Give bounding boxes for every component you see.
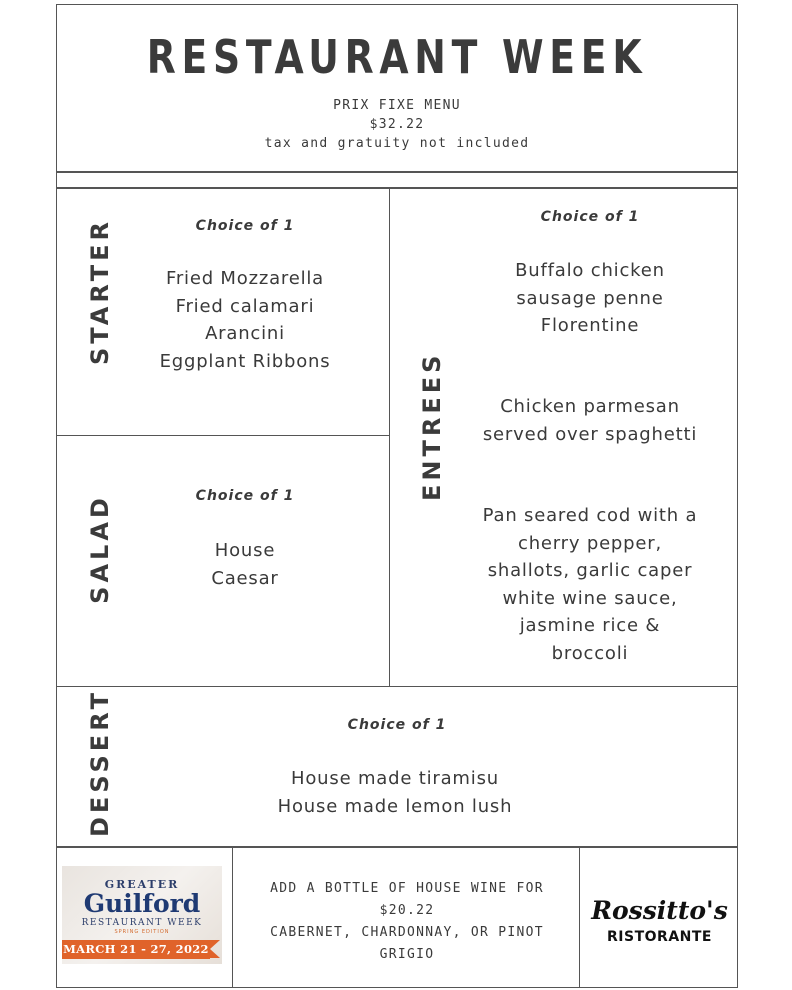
list-item: shallots, garlic caper xyxy=(487,560,693,581)
logo-greater-text: GREATER xyxy=(104,878,180,891)
tax-note: tax and gratuity not included xyxy=(264,136,530,151)
salad-choice: Choice of 1 xyxy=(195,488,295,504)
starter-items xyxy=(130,265,360,375)
list-item: broccoli xyxy=(551,642,629,664)
salad-label: SALAD xyxy=(86,494,114,604)
list-item: Eggplant Ribbons xyxy=(159,350,331,372)
menu-price: $32.22 xyxy=(369,117,425,132)
logo-date-ribbon: MARCH 21 - 27, 2022 xyxy=(62,940,210,959)
restaurant-logo-name: Rossitto's xyxy=(591,896,728,925)
list-item: Arancini xyxy=(205,323,285,344)
starter-salad-divider xyxy=(56,435,390,436)
page-title: RESTAURANT WEEK xyxy=(146,30,648,84)
wine-line: GRIGIO xyxy=(379,947,435,962)
list-item: Caesar xyxy=(211,567,279,589)
logo-guilford-text: Guilford xyxy=(83,889,201,918)
list-item: House made lemon lush xyxy=(277,795,513,817)
wine-line: ADD A BOTTLE OF HOUSE WINE FOR xyxy=(270,881,544,896)
dessert-label: DESSERT xyxy=(86,689,114,837)
wine-line: CABERNET, CHARDONNAY, OR PINOT xyxy=(270,925,544,940)
guilford-restaurant-week-logo xyxy=(62,866,222,964)
entrees-choice: Choice of 1 xyxy=(540,209,640,225)
entree-dish-3 xyxy=(460,502,720,667)
list-item: served over spaghetti xyxy=(482,423,698,445)
list-item: jasmine rice & xyxy=(519,615,661,636)
dessert-choice: Choice of 1 xyxy=(347,717,447,733)
list-item: Florentine xyxy=(540,315,640,336)
list-item: House made tiramisu xyxy=(291,768,499,789)
wine-offer xyxy=(234,878,580,966)
divider-band xyxy=(56,172,738,188)
list-item: Chicken parmesan xyxy=(500,396,680,417)
list-item: Buffalo chicken xyxy=(515,260,665,281)
starter-label: STARTER xyxy=(86,217,114,365)
dessert-items xyxy=(250,765,540,820)
entree-dish-1 xyxy=(460,257,720,340)
list-item: Pan seared cod with a xyxy=(482,505,698,526)
list-item: cherry pepper, xyxy=(518,532,662,554)
list-item: House xyxy=(214,540,276,561)
entrees-label: ENTREES xyxy=(418,351,446,501)
starter-choice: Choice of 1 xyxy=(195,218,295,234)
logo-edition-text: SPRING EDITION xyxy=(114,929,170,935)
entree-dish-2 xyxy=(460,393,720,448)
salad-items xyxy=(130,537,360,592)
restaurant-logo-type: RISTORANTE xyxy=(607,929,712,945)
wine-line: $20.22 xyxy=(379,903,435,918)
logo-restaurant-week-text: RESTAURANT WEEK xyxy=(81,918,203,928)
vertical-divider xyxy=(389,188,390,686)
dessert-divider xyxy=(56,686,738,687)
menu-subtitle: PRIX FIXE MENU xyxy=(333,98,461,113)
list-item: sausage penne xyxy=(516,287,664,309)
footer-divider-left xyxy=(232,846,233,988)
list-item: Fried Mozzarella xyxy=(165,268,325,289)
list-item: white wine sauce, xyxy=(502,587,678,609)
list-item: Fried calamari xyxy=(175,295,315,317)
